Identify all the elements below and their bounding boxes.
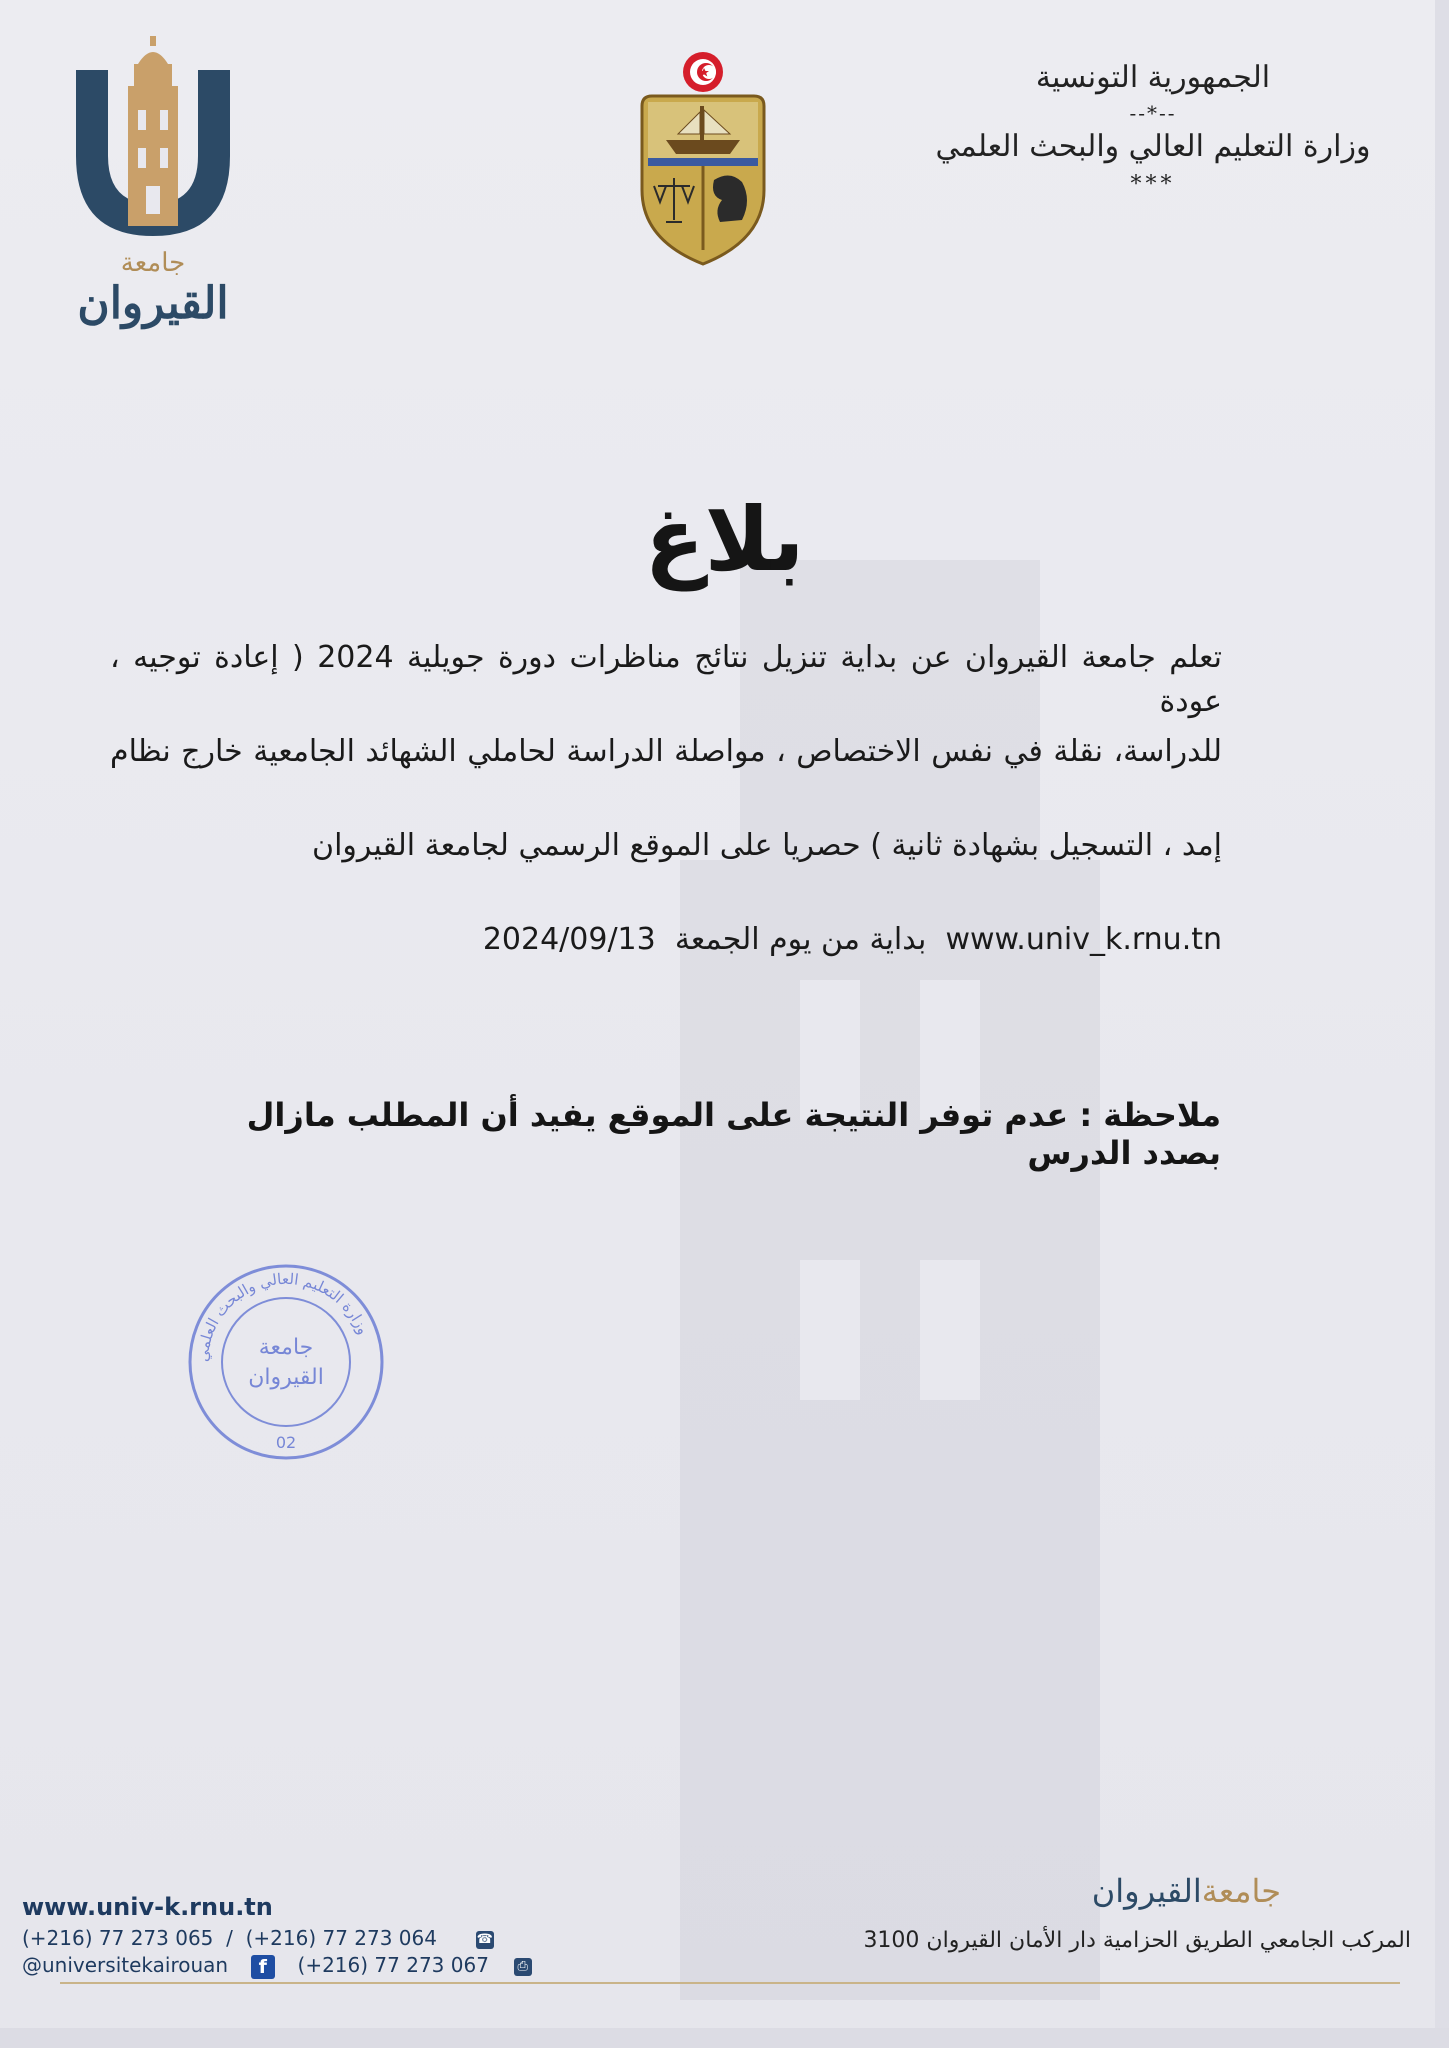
government-header: [923, 60, 1383, 197]
stamp-number: 02: [275, 1433, 297, 1452]
body-line-3: إمد ، التسجيل بشهادة ثانية ) حصريا على الموقع الرسمي لجامعة القيروان: [312, 828, 1222, 863]
university-logo: [58, 36, 248, 336]
page-title: بلاغ: [644, 488, 805, 591]
header-separator: --*--: [1129, 101, 1177, 125]
ministry-name: وزارة التعليم العالي والبحث العلمي: [935, 129, 1371, 164]
scan-edge-right: [1435, 0, 1449, 2048]
footer-divider: /: [219, 1926, 240, 1950]
footer-rule: [60, 1982, 1400, 1984]
body-line-4: [110, 918, 1222, 1012]
footer-brand-prefix: جامعة: [1201, 1872, 1281, 1910]
footer-phones-row: [22, 1926, 494, 1950]
body-line-2: للدراسة، نقلة في نفس الاختصاص ، مواصلة الدراسة لحاملي الشهائد الجامعية خارج نظام: [110, 734, 1222, 769]
university-logo-icon: [58, 36, 248, 246]
republic-name: الجمهورية التونسية: [1035, 60, 1271, 95]
footer-social-row: [22, 1953, 532, 1979]
body-line-1: تعلم جامعة القيروان عن بداية تنزيل نتائج مناظرات دورة جويلية 2024 ( إعادة توجيه ، عودة: [110, 640, 1223, 719]
footer-website[interactable]: www.univ-k.rnu.tn: [22, 1893, 273, 1921]
fax-icon: ⎙: [514, 1958, 532, 1976]
phone-icon: ☎: [476, 1931, 493, 1947]
official-stamp: [186, 1262, 386, 1462]
university-logo-name: القيروان: [77, 278, 229, 329]
scan-edge-bottom: [0, 2028, 1449, 2048]
footer-phone-2[interactable]: (+216) 77 273 064: [245, 1926, 437, 1950]
stamp-inner-line-2: القيروان: [248, 1365, 324, 1390]
announcement-date: 2024/09/13: [482, 922, 656, 957]
tunisia-emblem-icon: [634, 50, 772, 266]
note: ملاحظة : عدم توفر النتيجة على الموقع يفيد أن المطلب مازال بصدد الدرس: [246, 1096, 1221, 1172]
footer-phone-1[interactable]: (+216) 77 273 065: [22, 1926, 214, 1950]
footer-brand-name: القيروان: [1091, 1872, 1202, 1910]
stamp-outer-text: وزارة التعليم العالي والبحث العلمي: [193, 1269, 373, 1363]
header-stars: ***: [1130, 172, 1176, 197]
university-logo-prefix: جامعة: [120, 248, 186, 278]
facebook-icon[interactable]: f: [251, 1955, 275, 1979]
date-prefix: بداية من يوم الجمعة: [674, 922, 927, 957]
announcement-body: [110, 636, 1222, 1012]
footer-fax: (+216) 77 273 067: [297, 1953, 489, 1977]
footer-social-handle[interactable]: @universitekairouan: [22, 1953, 229, 1977]
website-link[interactable]: www.univ_k.rnu.tn: [945, 922, 1222, 957]
footer-brand: [1001, 1872, 1281, 1910]
footer-address: المركب الجامعي الطريق الحزامية دار الأمان القيروان 3100: [863, 1928, 1411, 1953]
stamp-inner-line-1: جامعة: [258, 1335, 314, 1360]
